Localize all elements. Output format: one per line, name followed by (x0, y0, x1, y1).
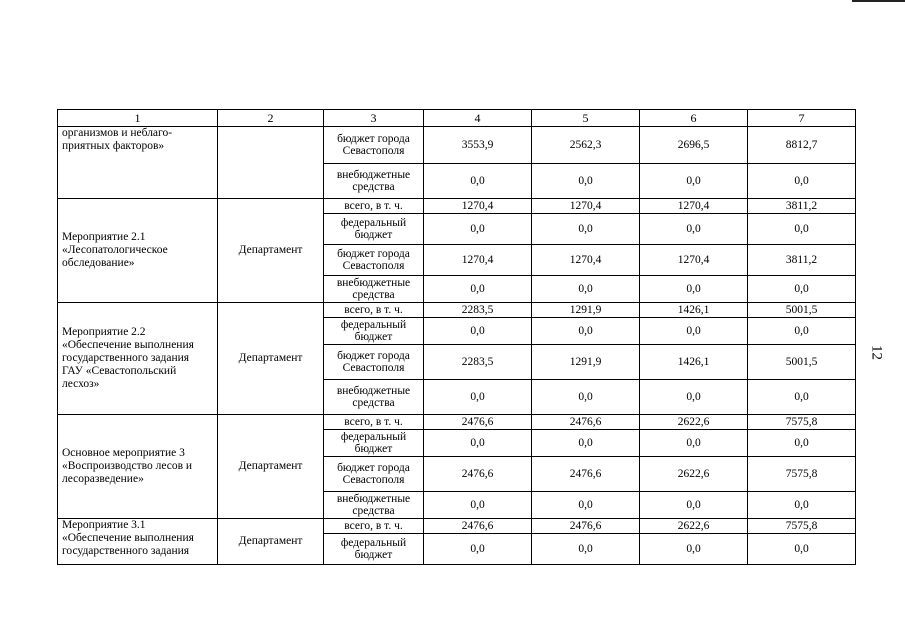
funding-table (57, 109, 856, 565)
header-row (58, 110, 856, 127)
responsible-cell: Департамент (218, 303, 324, 415)
responsible-cell: Департамент (218, 519, 324, 565)
activity-cell: Мероприятие 2.1 «Лесопатологическое обследование» (58, 199, 218, 303)
value-cell-col6: 0,0 (640, 430, 748, 457)
value-cell-col7: 7575,8 (748, 519, 856, 534)
value-cell-col4: 3553,9 (424, 127, 532, 164)
value-cell-col5: 0,0 (532, 164, 640, 199)
value-cell-col5: 2476,6 (532, 519, 640, 534)
value-cell-col4: 0,0 (424, 214, 532, 245)
top-edge-line (852, 0, 905, 2)
activity-cell: Мероприятие 2.2 «Обеспечение выполнения государственного задания ГАУ «Севастопольский лесхоз» (58, 303, 218, 415)
value-cell-col7: 0,0 (748, 430, 856, 457)
funding-source-cell: внебюджетные средства (324, 164, 424, 199)
value-cell-col4: 1270,4 (424, 199, 532, 214)
funding-source-cell: всего, в т. ч. (324, 199, 424, 214)
value-cell-col6: 1270,4 (640, 199, 748, 214)
header-cell-3: 3 (324, 110, 424, 127)
value-cell-col7: 3811,2 (748, 245, 856, 276)
value-cell-col5: 1270,4 (532, 245, 640, 276)
value-cell-col4: 2283,5 (424, 303, 532, 318)
table-row (58, 303, 856, 318)
funding-source-cell: федеральный бюджет (324, 430, 424, 457)
value-cell-col6: 2622,6 (640, 457, 748, 492)
funding-source-cell: внебюджетные средства (324, 380, 424, 415)
value-cell-col6: 0,0 (640, 214, 748, 245)
value-cell-col4: 0,0 (424, 380, 532, 415)
value-cell-col6: 1426,1 (640, 303, 748, 318)
funding-source-cell: внебюджетные средства (324, 492, 424, 519)
funding-source-cell: внебюджетные средства (324, 276, 424, 303)
funding-source-cell: всего, в т. ч. (324, 519, 424, 534)
page-number: 12 (868, 345, 885, 360)
value-cell-col6: 0,0 (640, 276, 748, 303)
header-cell-7: 7 (748, 110, 856, 127)
responsible-cell: Департамент (218, 415, 324, 519)
value-cell-col7: 8812,7 (748, 127, 856, 164)
value-cell-col7: 5001,5 (748, 303, 856, 318)
value-cell-col7: 0,0 (748, 492, 856, 519)
funding-source-cell: бюджет города Севастополя (324, 345, 424, 380)
value-cell-col7: 0,0 (748, 534, 856, 565)
header-cell-4: 4 (424, 110, 532, 127)
header-cell-5: 5 (532, 110, 640, 127)
value-cell-col5: 1270,4 (532, 199, 640, 214)
value-cell-col4: 2476,6 (424, 519, 532, 534)
value-cell-col7: 7575,8 (748, 415, 856, 430)
funding-source-cell: всего, в т. ч. (324, 415, 424, 430)
value-cell-col5: 2476,6 (532, 457, 640, 492)
responsible-cell: Департамент (218, 199, 324, 303)
value-cell-col4: 2283,5 (424, 345, 532, 380)
value-cell-col6: 0,0 (640, 492, 748, 519)
value-cell-col5: 0,0 (532, 318, 640, 345)
value-cell-col4: 0,0 (424, 318, 532, 345)
table-row (58, 127, 856, 164)
value-cell-col7: 0,0 (748, 214, 856, 245)
value-cell-col4: 0,0 (424, 164, 532, 199)
value-cell-col6: 2622,6 (640, 415, 748, 430)
value-cell-col5: 0,0 (532, 430, 640, 457)
value-cell-col5: 2476,6 (532, 415, 640, 430)
table-row (58, 199, 856, 214)
value-cell-col4: 0,0 (424, 534, 532, 565)
header-cell-6: 6 (640, 110, 748, 127)
funding-source-cell: федеральный бюджет (324, 534, 424, 565)
value-cell-col7: 5001,5 (748, 345, 856, 380)
table-row (58, 415, 856, 430)
funding-source-cell: бюджет города Севастополя (324, 127, 424, 164)
activity-cell: организмов и неблаго- приятных факторов» (58, 127, 218, 199)
value-cell-col5: 2562,3 (532, 127, 640, 164)
value-cell-col7: 0,0 (748, 318, 856, 345)
value-cell-col6: 1270,4 (640, 245, 748, 276)
value-cell-col4: 0,0 (424, 430, 532, 457)
value-cell-col7: 0,0 (748, 276, 856, 303)
value-cell-col4: 2476,6 (424, 457, 532, 492)
value-cell-col5: 0,0 (532, 380, 640, 415)
value-cell-col4: 1270,4 (424, 245, 532, 276)
activity-cell: Основное мероприятие 3 «Воспроизводство лесов и лесоразведение» (58, 415, 218, 519)
funding-source-cell: всего, в т. ч. (324, 303, 424, 318)
table-row (58, 519, 856, 534)
value-cell-col6: 1426,1 (640, 345, 748, 380)
value-cell-col6: 2622,6 (640, 519, 748, 534)
value-cell-col5: 0,0 (532, 492, 640, 519)
value-cell-col6: 2696,5 (640, 127, 748, 164)
activity-cell: Мероприятие 3.1 «Обеспечение выполнения государственного задания (58, 519, 218, 565)
value-cell-col7: 0,0 (748, 164, 856, 199)
header-cell-1: 1 (58, 110, 218, 127)
value-cell-col6: 0,0 (640, 164, 748, 199)
funding-source-cell: бюджет города Севастополя (324, 245, 424, 276)
funding-source-cell: федеральный бюджет (324, 318, 424, 345)
value-cell-col5: 1291,9 (532, 345, 640, 380)
funding-source-cell: федеральный бюджет (324, 214, 424, 245)
value-cell-col7: 3811,2 (748, 199, 856, 214)
value-cell-col4: 2476,6 (424, 415, 532, 430)
value-cell-col5: 0,0 (532, 214, 640, 245)
value-cell-col7: 7575,8 (748, 457, 856, 492)
value-cell-col4: 0,0 (424, 276, 532, 303)
responsible-cell (218, 127, 324, 199)
table-body (58, 110, 856, 565)
value-cell-col4: 0,0 (424, 492, 532, 519)
value-cell-col5: 0,0 (532, 534, 640, 565)
value-cell-col7: 0,0 (748, 380, 856, 415)
value-cell-col5: 0,0 (532, 276, 640, 303)
value-cell-col6: 0,0 (640, 318, 748, 345)
value-cell-col6: 0,0 (640, 534, 748, 565)
funding-source-cell: бюджет города Севастополя (324, 457, 424, 492)
header-cell-2: 2 (218, 110, 324, 127)
value-cell-col5: 1291,9 (532, 303, 640, 318)
value-cell-col6: 0,0 (640, 380, 748, 415)
